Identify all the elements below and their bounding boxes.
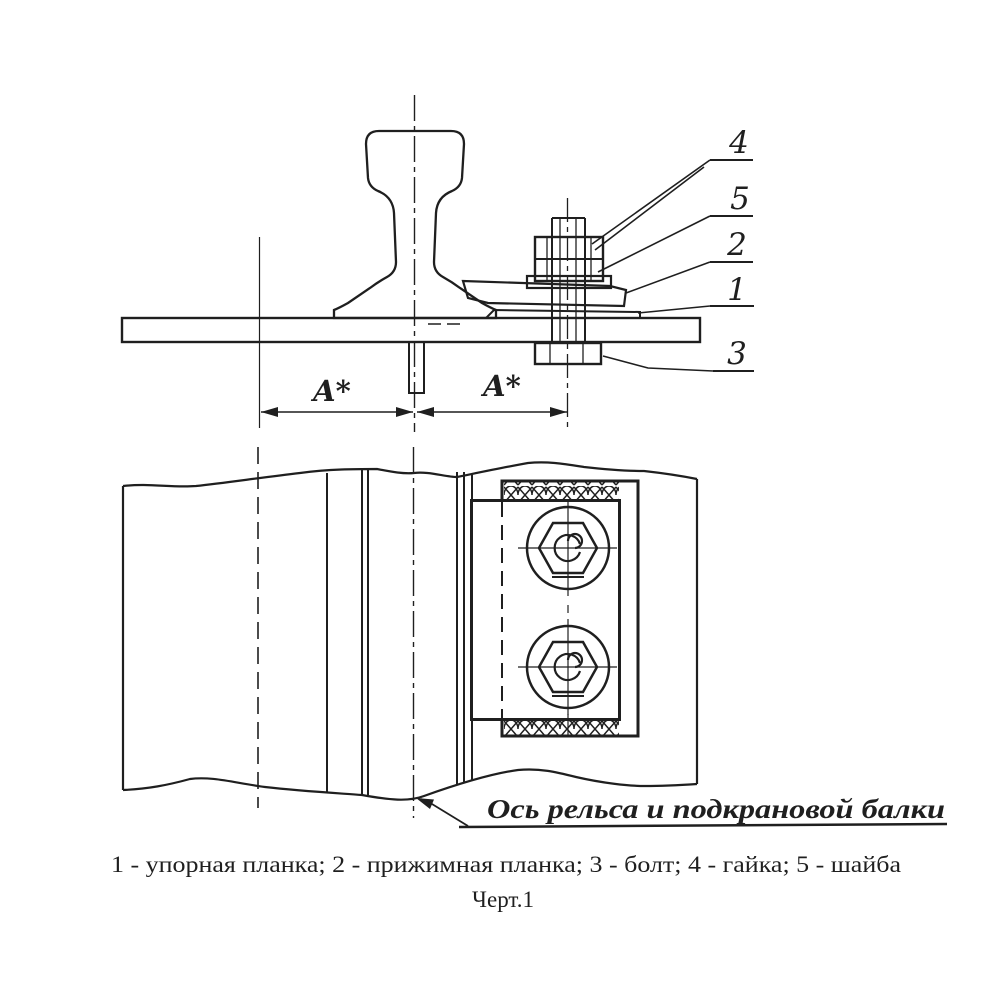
axis-note-text: Ось рельса и подкрановой балки (487, 794, 945, 824)
weld-seam-bottom (504, 720, 619, 736)
plan-bolt-top (518, 500, 617, 596)
leader-5 (598, 216, 710, 272)
figure-label: Черт.1 (472, 887, 534, 912)
beam-flange-plate (122, 318, 700, 342)
dimension-label-right: A* (483, 369, 521, 403)
dimension-label-left: A* (313, 374, 351, 408)
axis-note-arrowhead (416, 798, 434, 809)
axis-note (416, 794, 947, 827)
callout-number-2: 2 (727, 227, 747, 263)
locating-pin (409, 342, 424, 393)
clamp-plate (463, 281, 626, 306)
callout-number-1: 1 (727, 272, 747, 308)
stop-plate-plan-outline (502, 481, 638, 736)
callout-numbers (726, 125, 750, 372)
weld-seam-top (504, 482, 619, 499)
leader-3 (603, 356, 713, 371)
axis-note-underline (459, 824, 947, 827)
leader-4b (595, 167, 704, 250)
leader-2 (626, 262, 710, 293)
callout-number-3: 3 (727, 336, 747, 372)
beam-outline (123, 462, 697, 799)
dimension-annotation (260, 237, 568, 428)
leader-4a (592, 160, 710, 244)
elevation-view (122, 95, 754, 432)
clamp-plate-plan-outline (472, 501, 620, 720)
plan-edge-lines (327, 470, 472, 795)
callout-number-5: 5 (730, 181, 750, 217)
clamp-region (472, 481, 639, 736)
stop-plate (486, 310, 640, 318)
plan-bolt-bottom (518, 605, 617, 736)
plan-view (123, 447, 697, 818)
leader-1 (638, 306, 710, 313)
figure-caption: 1 - упорная планка; 2 - прижимная планка; 3 - болт; 4 - гайка; 5 - шайба (111, 852, 901, 877)
callout-number-4: 4 (729, 125, 749, 161)
